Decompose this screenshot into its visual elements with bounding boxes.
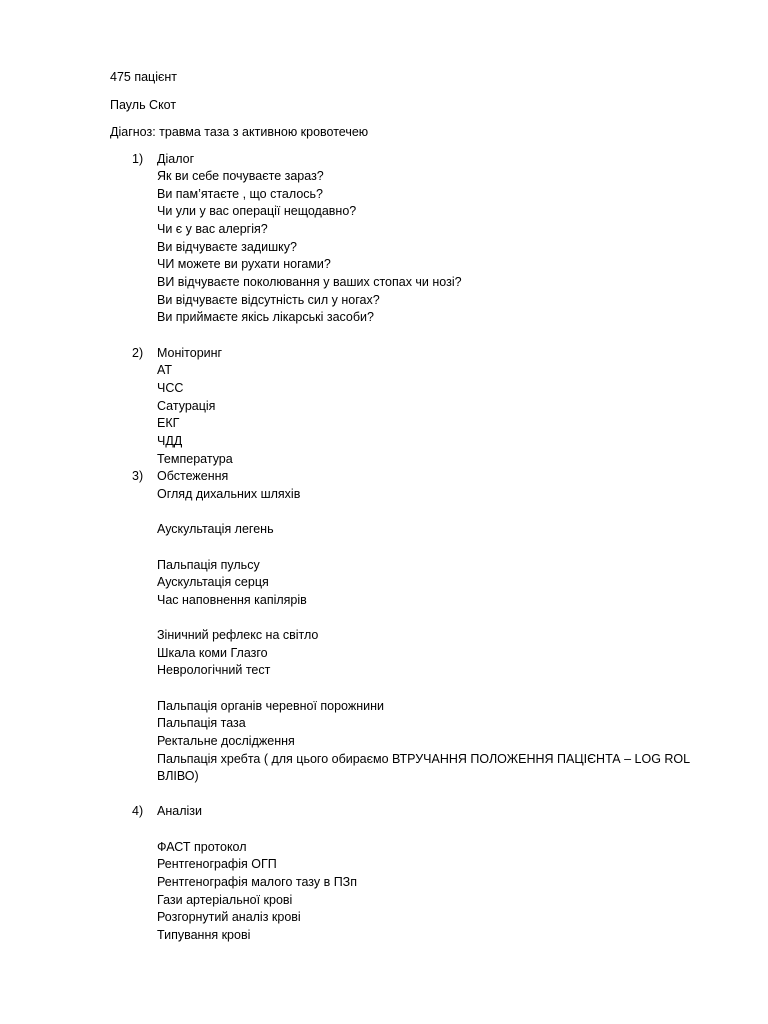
list-item: Як ви себе почуваєте зараз?: [157, 169, 324, 183]
section-number: 4): [132, 804, 144, 818]
list-item: Рентгенографія ОГП: [157, 857, 277, 871]
section-number: 1): [132, 152, 144, 166]
list-item: Ви відчуваєте відсутність сил у ногах?: [157, 293, 380, 307]
list-item: Неврологічний тест: [157, 663, 271, 677]
section-title: Аналізи: [157, 804, 202, 818]
patient-name: Пауль Скот: [110, 98, 177, 112]
list-item: Гази артеріальної крові: [157, 893, 293, 907]
list-item: Пальпація органів черевної порожнини: [157, 699, 385, 713]
list-item: АТ: [157, 363, 172, 377]
list-item: Шкала коми Глазго: [157, 646, 268, 660]
section-title: Діалог: [157, 152, 195, 166]
list-item: Рентгенографія малого тазу в ПЗп: [157, 875, 357, 889]
list-item: Зіничний рефлекс на світло: [157, 628, 319, 642]
diagnosis: Діагноз: травма таза з активною кровотечею: [110, 125, 369, 139]
section-number: 3): [132, 469, 144, 483]
list-item: Пальпація таза: [157, 716, 246, 730]
list-item: ФАСТ протокол: [157, 840, 247, 854]
list-item: ЕКГ: [157, 416, 180, 430]
list-item: ЧИ можете ви рухати ногами?: [157, 257, 331, 271]
list-item: Температура: [157, 452, 233, 466]
list-item: ЧДД: [157, 434, 183, 448]
list-item: Розгорнутий аналіз крові: [157, 910, 301, 924]
list-item: Огляд дихальних шляхів: [157, 487, 301, 501]
list-item: Ви пам’ятаєте , що сталось?: [157, 187, 323, 201]
list-item: Пальпація хребта ( для цього обираємо ВТРУЧАННЯ ПОЛОЖЕННЯ ПАЦІЄНТА – LOG ROL ВЛІВО): [157, 752, 690, 783]
list-item: Чи є у вас алергія?: [157, 222, 268, 236]
list-item: ВИ відчуваєте поколювання у ваших стопах чи нозі?: [157, 275, 462, 289]
list-item: Час наповнення капілярів: [157, 593, 307, 607]
patient-number: 475 пацієнт: [110, 70, 177, 84]
section-number: 2): [132, 346, 144, 360]
list-item: Пальпація пульсу: [157, 558, 260, 572]
section-title: Моніторинг: [157, 346, 223, 360]
section-title: Обстеження: [157, 469, 229, 483]
list-item: ЧСС: [157, 381, 184, 395]
list-item: Ректальне дослідження: [157, 734, 295, 748]
list-item: Ви приймаєте якісь лікарські засоби?: [157, 310, 374, 324]
list-item: Аускультація серця: [157, 575, 269, 589]
list-item: Аускультація легень: [157, 522, 274, 536]
list-item: Сатурація: [157, 399, 216, 413]
list-item: Типування крові: [157, 928, 251, 942]
list-item: Ви відчуваєте задишку?: [157, 240, 297, 254]
list-item: Чи ули у вас операції нещодавно?: [157, 204, 357, 218]
